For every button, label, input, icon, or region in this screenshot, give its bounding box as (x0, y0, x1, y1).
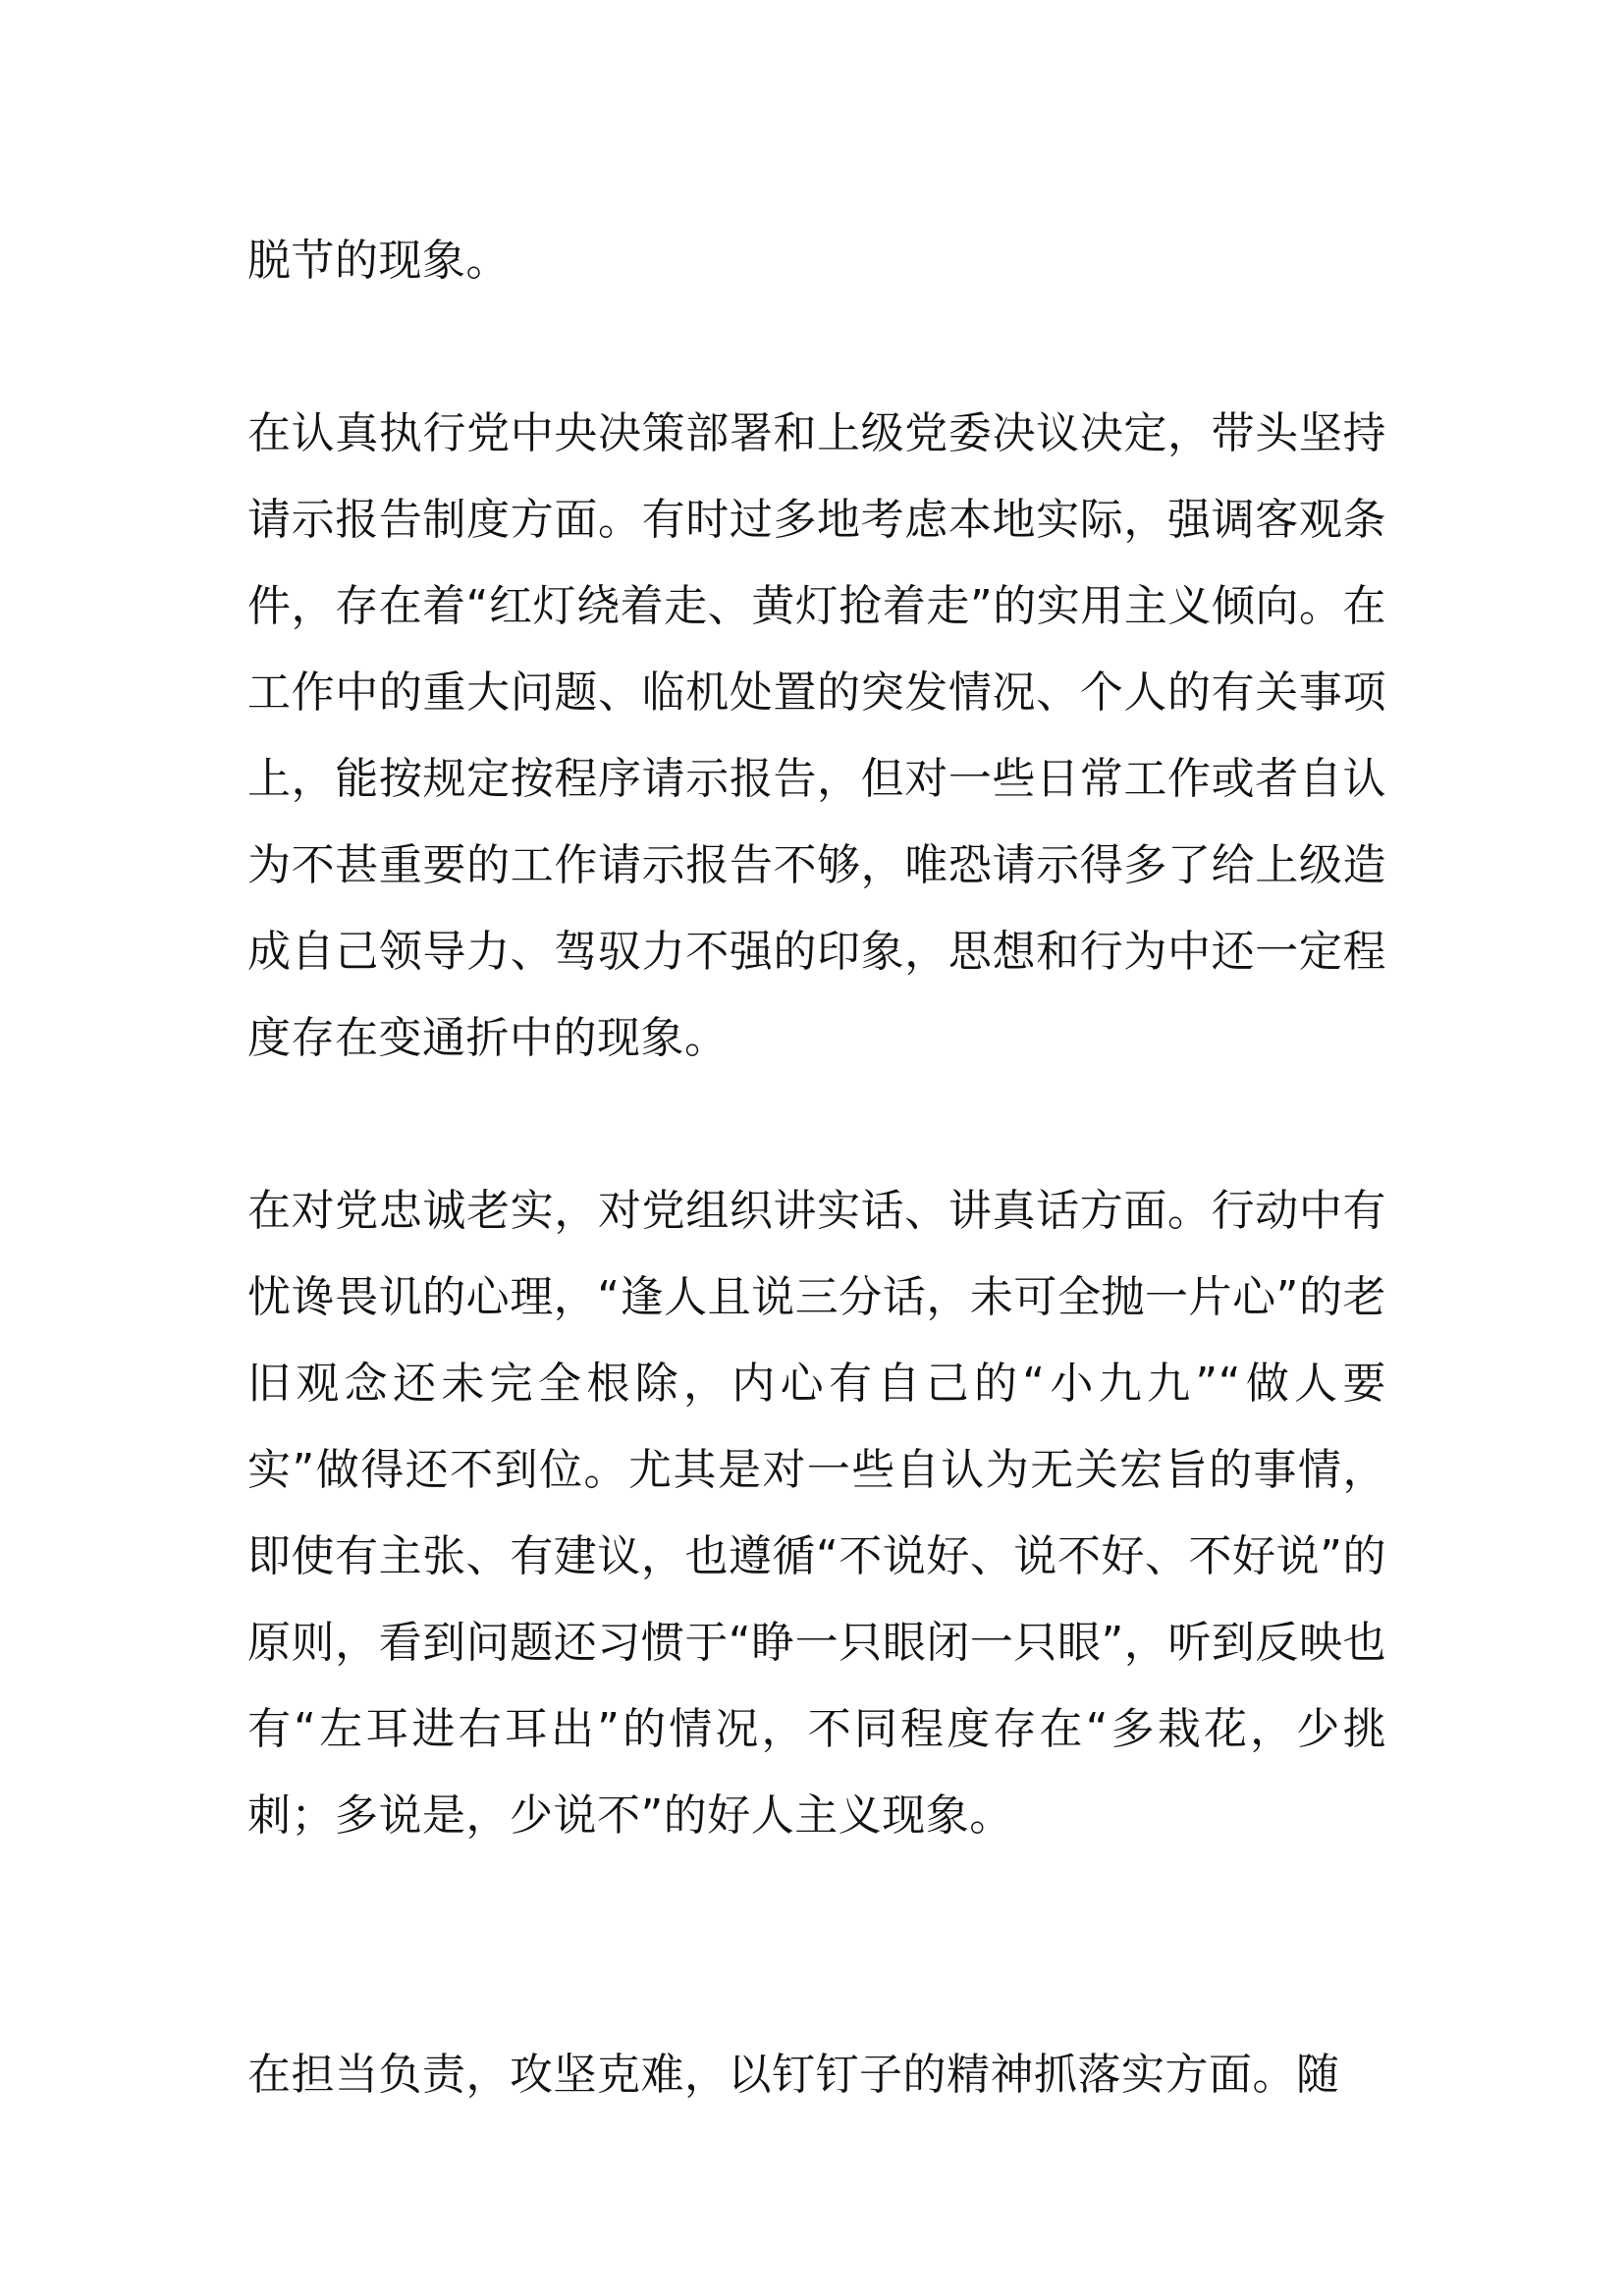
paragraph-responsibility: 在担当负责，攻坚克难，以钉钉子的精神抓落实方面。随 (247, 2050, 1340, 2100)
paragraph-report-system: 在认真执行党中央决策部署和上级党委决议决定，带头坚持请示报告制度方面。有时过多地考虑本地实际，强调客观条件，存在着“红灯绕着走、黄灯抢着走”的实用主义倾向。在工作中的重大问题、临机处置的突发情况、个人的有关事项上，能按规定按程序请示报告，但对一些日常工作或者自认为不甚重要的工作请示报告不够，唯恐请示得多了给上级造成自己领导力、驾驭力不强的印象，思想和行为中还一定程度存在变通折中的现象。 (247, 408, 1386, 1063)
paragraph-continuation: 脱节的现象。 (247, 236, 510, 286)
paragraph-loyalty-honesty: 在对党忠诚老实，对党组织讲实话、讲真话方面。行动中有忧谗畏讥的心理，“逢人且说三分话，未可全抛一片心”的老旧观念还未完全根除，内心有自己的“小九九”“做人要实”做得还不到位。尤其是对一些自认为无关宏旨的事情，即使有主张、有建议，也遵循“不说好、说不好、不好说”的原则，看到问题还习惯于“睁一只眼闭一只眼”，听到反映也有“左耳进右耳出”的情况，不同程度存在“多栽花，少挑刺；多说是，少说不”的好人主义现象。 (247, 1186, 1386, 1841)
